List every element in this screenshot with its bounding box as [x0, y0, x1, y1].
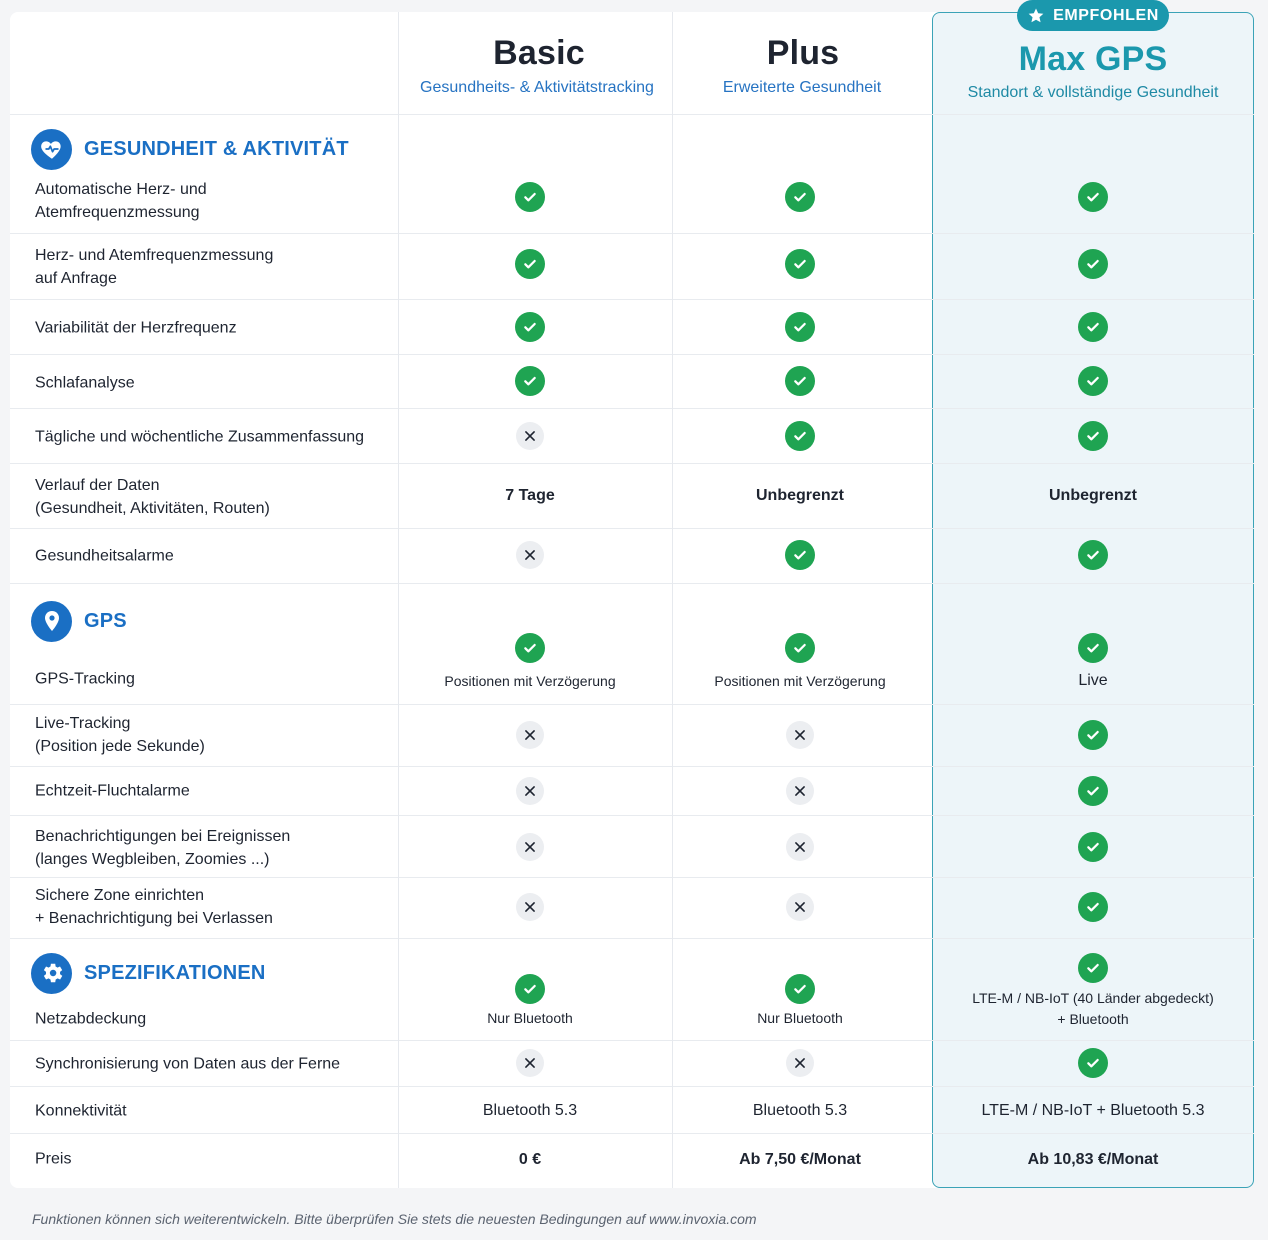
- check-icon: [1078, 421, 1108, 451]
- feature-label: Echtzeit-Fluchtalarme: [35, 782, 190, 800]
- cell-value: Positionen mit Verzögerung: [444, 673, 616, 689]
- cross-icon: [516, 1049, 544, 1077]
- cross-icon: [516, 721, 544, 749]
- check-icon: [1078, 720, 1108, 750]
- recommended-badge: [1017, 0, 1169, 31]
- cell-value: Live: [1078, 672, 1108, 689]
- check-icon: [515, 312, 545, 342]
- cell-value: Positionen mit Verzögerung: [714, 673, 886, 689]
- row-divider: [10, 1040, 1254, 1041]
- row-divider: [10, 815, 1254, 816]
- heart-pulse-icon: [31, 129, 72, 170]
- check-icon: [1078, 633, 1108, 663]
- star-icon: [1027, 7, 1045, 25]
- section-specifications: [31, 952, 266, 994]
- cell-value: Unbegrenzt: [1049, 487, 1137, 504]
- feature-label: Herz- und Atemfrequenzmessung auf Anfrage: [35, 247, 274, 287]
- cross-icon: [786, 833, 814, 861]
- check-icon: [1078, 182, 1108, 212]
- plan-name-plus: Plus: [766, 34, 840, 72]
- check-icon: [785, 421, 815, 451]
- check-icon: [1078, 366, 1108, 396]
- cell-value: Nur Bluetooth: [487, 1010, 573, 1026]
- check-icon: [785, 312, 815, 342]
- row-divider: [10, 233, 1254, 234]
- feature-label: Schlafanalyse: [35, 374, 135, 392]
- feature-label: Variabilität der Herzfrequenz: [35, 319, 237, 337]
- check-icon: [1078, 832, 1108, 862]
- row-divider: [10, 1086, 1254, 1087]
- cross-icon: [786, 893, 814, 921]
- section-title: SPEZIFIKATIONEN: [84, 961, 266, 984]
- row-divider: [10, 704, 1254, 705]
- check-icon: [515, 182, 545, 212]
- row-divider: [10, 583, 1254, 584]
- cross-icon: [516, 893, 544, 921]
- check-icon: [785, 249, 815, 279]
- feature-label: Netzabdeckung: [35, 1010, 147, 1028]
- plan-subtitle-max-gps: Standort & vollständige Gesundheit: [967, 84, 1219, 101]
- cell-value: Ab 7,50 €/Monat: [739, 1151, 861, 1168]
- check-icon: [1078, 1048, 1108, 1078]
- row-divider: [10, 938, 1254, 939]
- check-icon: [1078, 249, 1108, 279]
- row-divider: [10, 463, 1254, 464]
- feature-label: Konnektivität: [35, 1102, 127, 1120]
- check-icon: [785, 540, 815, 570]
- section-gps: [31, 600, 127, 642]
- feature-label: Tägliche und wöchentliche Zusammenfassung: [35, 428, 365, 446]
- check-icon: [785, 182, 815, 212]
- check-icon: [785, 974, 815, 1004]
- feature-label: Sichere Zone einrichten + Benachrichtigung bei Verlassen: [35, 887, 273, 927]
- check-icon: [1078, 312, 1108, 342]
- plan-subtitle-basic: Gesundheits- & Aktivitätstracking: [420, 79, 654, 96]
- cross-icon: [786, 721, 814, 749]
- column-divider: [398, 12, 399, 1188]
- footnote: Funktionen können sich weiterentwickeln. Bitte überprüfen Sie stets die neuesten Bedingungen auf www.invoxia.com: [32, 1211, 757, 1227]
- plan-subtitle-plus: Erweiterte Gesundheit: [722, 79, 882, 96]
- check-icon: [515, 974, 545, 1004]
- check-icon: [785, 366, 815, 396]
- feature-label: Live-Tracking (Position jede Sekunde): [35, 715, 205, 755]
- cell-value: Ab 10,83 €/Monat: [1027, 1151, 1159, 1168]
- check-icon: [1078, 540, 1108, 570]
- cross-icon: [516, 541, 544, 569]
- plan-name-max-gps: Max GPS: [1018, 40, 1168, 78]
- section-title: GESUNDHEIT & AKTIVITÄT: [84, 137, 349, 160]
- feature-label: Gesundheitsalarme: [35, 547, 174, 565]
- cross-icon: [516, 833, 544, 861]
- feature-label: GPS-Tracking: [35, 670, 135, 688]
- feature-label: Automatische Herz- und Atemfrequenzmessung: [35, 181, 207, 221]
- check-icon: [785, 633, 815, 663]
- feature-label: Synchronisierung von Daten aus der Ferne: [35, 1055, 341, 1073]
- cross-icon: [516, 422, 544, 450]
- cell-value: Bluetooth 5.3: [752, 1102, 848, 1119]
- plan-name-basic: Basic: [493, 34, 585, 72]
- feature-label: Preis: [35, 1150, 72, 1168]
- cross-icon: [786, 1049, 814, 1077]
- location-pin-icon: [31, 601, 72, 642]
- row-divider: [10, 354, 1254, 355]
- row-divider: [10, 877, 1254, 878]
- row-divider: [10, 1133, 1254, 1134]
- cross-icon: [786, 777, 814, 805]
- row-divider: [10, 766, 1254, 767]
- row-divider: [10, 299, 1254, 300]
- feature-label: Benachrichtigungen bei Ereignissen (langes Wegbleiben, Zoomies ...): [35, 828, 291, 868]
- cell-value: Nur Bluetooth: [757, 1010, 843, 1026]
- section-health-activity: [31, 128, 349, 170]
- feature-label: Verlauf der Daten (Gesundheit, Aktivitäten, Routen): [35, 477, 270, 517]
- check-icon: [1078, 953, 1108, 983]
- cell-value: 7 Tage: [505, 487, 555, 504]
- check-icon: [1078, 892, 1108, 922]
- column-divider: [672, 12, 673, 1188]
- gear-icon: [31, 953, 72, 994]
- check-icon: [515, 366, 545, 396]
- row-divider: [10, 114, 1254, 115]
- check-icon: [515, 633, 545, 663]
- row-divider: [10, 528, 1254, 529]
- recommended-badge-label: EMPFOHLEN: [1053, 6, 1159, 24]
- cell-value: LTE-M / NB-IoT (40 Länder abgedeckt) + Bluetooth: [972, 990, 1214, 1027]
- check-icon: [1078, 776, 1108, 806]
- cell-value: Unbegrenzt: [756, 487, 844, 504]
- check-icon: [515, 249, 545, 279]
- cell-value: LTE-M / NB-IoT + Bluetooth 5.3: [981, 1102, 1205, 1119]
- cross-icon: [516, 777, 544, 805]
- row-divider: [10, 408, 1254, 409]
- cell-value: 0 €: [518, 1151, 542, 1168]
- section-title: GPS: [84, 609, 127, 632]
- cell-value: Bluetooth 5.3: [482, 1102, 578, 1119]
